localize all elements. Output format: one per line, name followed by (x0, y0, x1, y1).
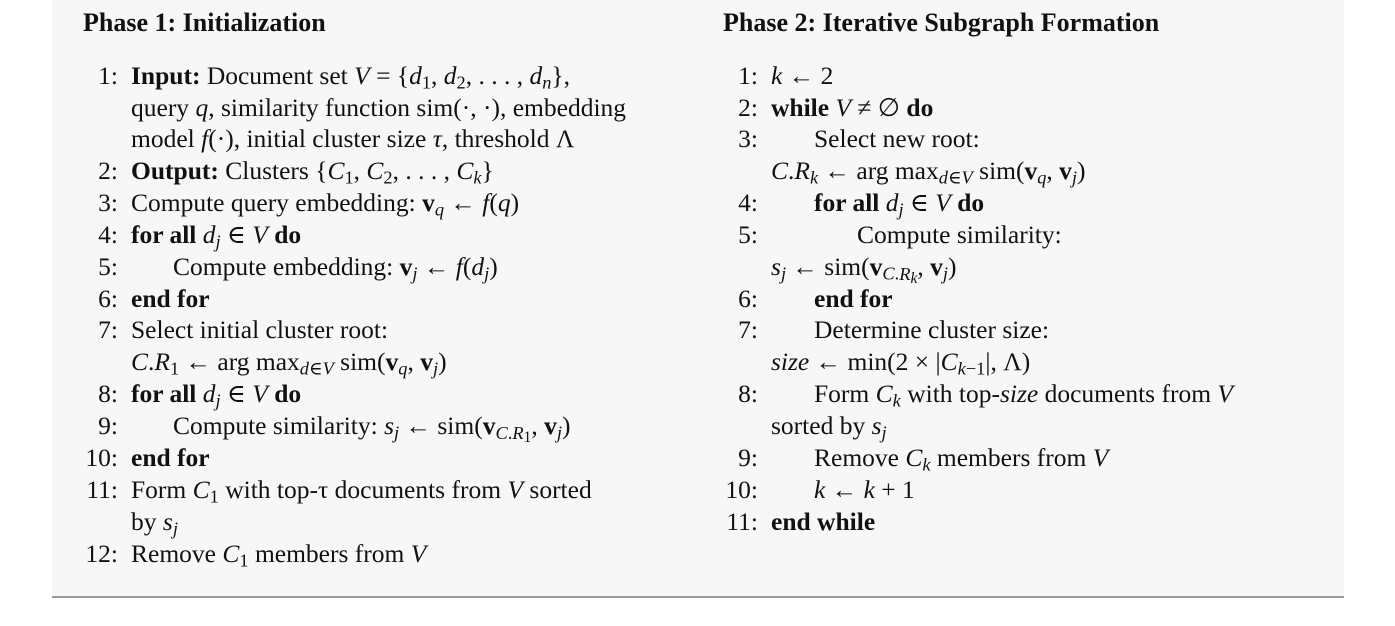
phase2-line-increment-k: k ← k + 1 (814, 475, 915, 504)
phase2-line-select-root-formula: $C.R_k$ ← arg $\max_{d\in V} sim(v_q$, $v_j$) (771, 156, 1086, 188)
phase2-line-number: 2: (738, 93, 758, 122)
input-text: Document set (206, 61, 348, 90)
output-keyword: Output: (131, 156, 219, 185)
phase2-line-while: while V ≠ ∅ do (771, 93, 934, 122)
step-text: Form (814, 379, 870, 408)
step-text: Compute embedding: (173, 252, 394, 281)
phase1-line-input-cont2: model f(·), initial cluster size τ, threshold Λ (131, 124, 575, 153)
step-text: with top-τ documents from (225, 475, 502, 504)
phase1-line-compute-embedding: Compute embedding: $v_j$ ← $f(d_j)$ (173, 252, 498, 284)
phase2-line-end-while: end while (771, 507, 876, 536)
phase2-line-number: 7: (738, 315, 758, 344)
phase1-line-remove: Remove $C_1$ members from V (131, 539, 427, 571)
phase2-line-form-ck: Form $C_k$ with top-size documents from V (814, 379, 1233, 411)
step-text: Remove (131, 539, 216, 568)
phase1-line-end-for: end for (131, 284, 210, 313)
step-text: members from (254, 539, 405, 568)
phase2-title: Phase 2: Iterative Subgraph Formation (723, 8, 1160, 37)
phase1-line-number: 7: (98, 315, 118, 344)
phase2-line-number: 4: (738, 188, 758, 217)
keyword-do: do (957, 188, 985, 217)
keyword-for-all: for all (814, 188, 880, 217)
phase2-line-similarity-formula: $s_j$ ← $sim(v_{C.R_k}$, $v_j$) (771, 252, 957, 287)
input-text: , threshold Λ (441, 124, 575, 153)
phase2-line-number: 3: (738, 124, 758, 153)
phase1-line-output: Output: Clusters {$C_1$, $C_2$, . . . , $C_k$} (131, 156, 494, 188)
phase2-line-number: 10: (725, 475, 758, 504)
input-text: model (131, 124, 195, 153)
phase2-line-remove: Remove $C_k$ members from V (814, 443, 1109, 475)
phase2-line-determine-size: Determine cluster size: (814, 315, 1050, 344)
input-text: (·), initial cluster size (208, 124, 427, 153)
phase2-line-number: 1: (738, 61, 758, 90)
step-text: members from (936, 443, 1087, 472)
keyword-do: do (274, 379, 302, 408)
phase1-line-number: 12: (85, 539, 118, 568)
phase1-line-select-root: Select initial cluster root: (131, 315, 389, 344)
bottom-rule (52, 596, 1344, 598)
step-text: by (131, 507, 157, 536)
keyword-for-all: for all (131, 379, 197, 408)
phase1-line-query-embedding: Compute query embedding: $v_q$ ← f(q) (131, 188, 520, 220)
phase2-line-for-all: for all $d_j$ ∈ V do (814, 188, 985, 220)
size-variable: size (999, 379, 1039, 408)
phase1-line-for-all: for all $d_j$ ∈ V do (131, 220, 302, 252)
step-text: Form (131, 475, 187, 504)
phase1-line-number: 9: (98, 411, 118, 440)
phase1-line-number: 2: (98, 156, 118, 185)
output-text: Clusters (225, 156, 309, 185)
input-text: , similarity function sim(·, ·), embedding (208, 93, 627, 122)
input-text: query (131, 93, 190, 122)
phase2-line-number: 8: (738, 379, 758, 408)
phase1-line-input: Input: Document set $V = \{d_1$, $d_2$, . . . , $d_n$}, (131, 61, 571, 93)
phase2-line-compute-similarity: Compute similarity: (857, 220, 1062, 249)
phase1-line-form-c1: Form $C_1$ with top-τ documents from V sorted (131, 475, 592, 507)
phase2-line-size-formula: size ← $\min(2 \times |C_{k-1}|$, Λ) (771, 347, 1031, 379)
phase2-line-select-new-root: Select new root: (814, 124, 980, 153)
step-text: sorted (529, 475, 592, 504)
phase1-line-number: 1: (98, 61, 118, 90)
phase1-line-number: 5: (98, 252, 118, 281)
phase1-title: Phase 1: Initialization (83, 8, 326, 37)
phase1-line-number: 6: (98, 284, 118, 313)
keyword-for-all: for all (131, 220, 197, 249)
input-keyword: Input: (131, 61, 201, 90)
phase1-line-number: 11: (86, 475, 118, 504)
phase1-line-for-all-2: for all $d_j$ ∈ V do (131, 379, 302, 411)
phase1-line-input-cont: query q, similarity function sim(·, ·), embedding (131, 93, 627, 122)
phase2-line-end-for: end for (814, 284, 893, 313)
phase2-line-number: 9: (738, 443, 758, 472)
step-text: Compute similarity: (173, 411, 378, 440)
keyword-do: do (906, 93, 934, 122)
phase1-line-number: 4: (98, 220, 118, 249)
step-text: Compute query embedding: (131, 188, 416, 217)
phase1-line-form-c1-cont: by $s_j$ (131, 507, 178, 539)
phase1-line-compute-similarity: Compute similarity: $s_j$ ← $sim(v_{C.R_1}$, $v_j$) (173, 411, 571, 446)
step-text: Remove (814, 443, 899, 472)
step-text: documents from (1044, 379, 1212, 408)
phase2-line-number: 6: (738, 284, 758, 313)
phase2-line-number: 11: (726, 507, 758, 536)
phase1-line-end-for-2: end for (131, 443, 210, 472)
phase1-line-number: 8: (98, 379, 118, 408)
phase1-line-select-root-formula: $C.R_1$ ← arg $\max_{d\in V} sim(v_q$, $v_j$) (131, 347, 447, 379)
step-text: with top- (907, 379, 1000, 408)
phase1-line-number: 3: (98, 188, 118, 217)
step-text: sorted by (771, 411, 866, 440)
phase2-line-form-ck-cont: sorted by $s_j$ (771, 411, 887, 443)
phase2-line-init-k: k ← 2 (771, 61, 834, 90)
keyword-while: while (771, 93, 830, 122)
keyword-do: do (274, 220, 302, 249)
phase2-line-number: 5: (738, 220, 758, 249)
phase1-line-number: 10: (85, 443, 118, 472)
